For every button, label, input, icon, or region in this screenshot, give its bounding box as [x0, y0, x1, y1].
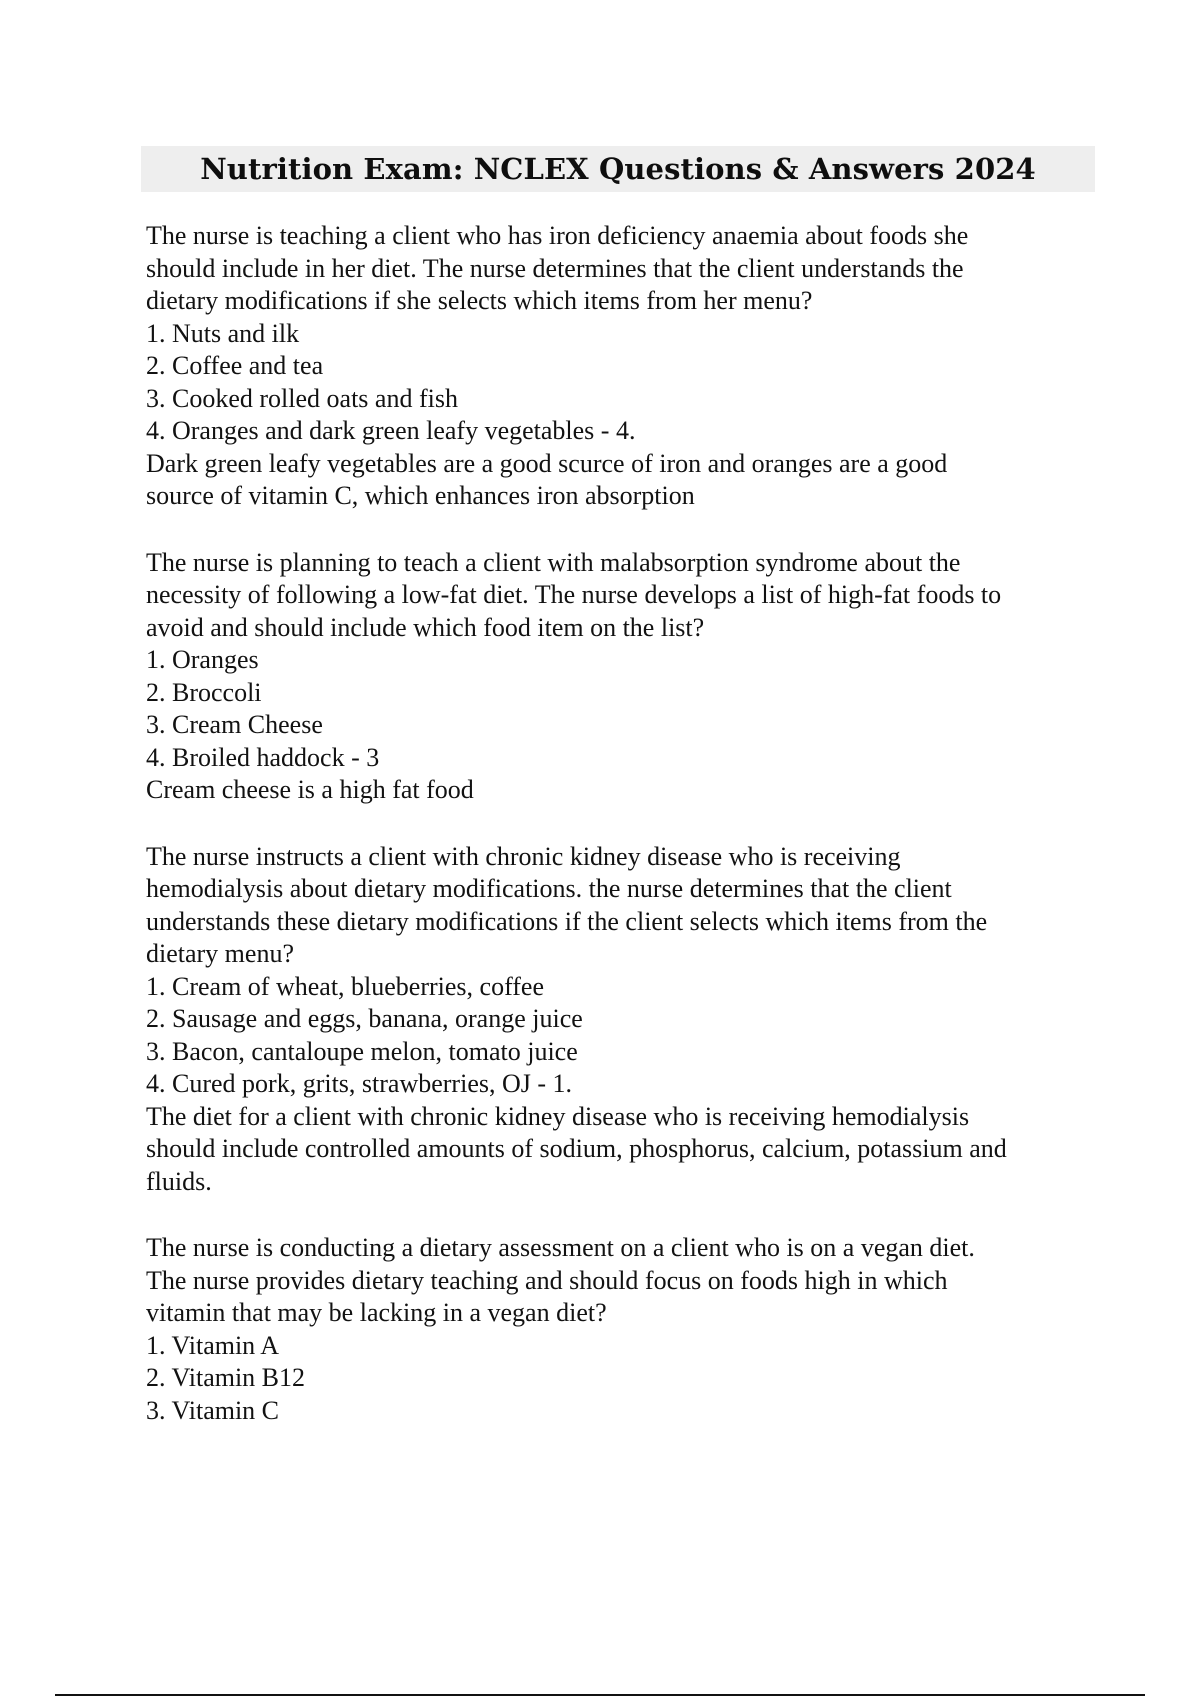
answer-option: 2. Vitamin B12	[146, 1363, 306, 1392]
question-stem-line: The nurse is conducting a dietary assessment on a client who is on a vegan diet.	[146, 1233, 975, 1262]
question-stem-line: necessity of following a low-fat diet. The nurse develops a list of high-fat foods to	[146, 580, 1002, 609]
answer-option: 4. Oranges and dark green leafy vegetables - 4.	[146, 416, 636, 445]
question-stem-line: The nurse instructs a client with chronic kidney disease who is receiving	[146, 841, 901, 871]
rationale-line: The diet for a client with chronic kidney disease who is receiving hemodialysis	[146, 1101, 970, 1131]
rationale-line: fluids.	[146, 1166, 212, 1196]
answer-option: 4. Broiled haddock - 3	[146, 742, 380, 772]
rationale-line: Cream cheese is a high fat food	[146, 775, 474, 804]
question-1	[146, 220, 1086, 513]
question-stem-line: The nurse is planning to teach a client with malabsorption syndrome about the	[146, 547, 961, 577]
question-stem-line: should include in her diet. The nurse determines that the client understands the	[146, 253, 964, 283]
question-stem-line: The nurse is teaching a client who has iron deficiency anaemia about foods she	[146, 221, 969, 250]
answer-option: 1. Cream of wheat, blueberries, coffee	[146, 971, 545, 1001]
question-stem-line: dietary menu?	[146, 939, 294, 968]
answer-option: 2. Coffee and tea	[146, 351, 324, 380]
answer-option: 3. Cooked rolled oats and fish	[146, 383, 458, 413]
answer-option: 2. Broccoli	[146, 677, 262, 707]
question-stem-line: vitamin that may be lacking in a vegan diet?	[146, 1298, 607, 1327]
answer-option: 1. Nuts and ilk	[146, 318, 300, 348]
question-4	[146, 1232, 1086, 1427]
rationale-line: should include controlled amounts of sodium, phosphorus, calcium, potassium and	[146, 1134, 1007, 1163]
rationale-line: Dark green leafy vegetables are a good scurce of iron and oranges are a good	[146, 448, 948, 478]
question-stem-line: understands these dietary modifications if the client selects which items from the	[146, 906, 988, 936]
question-2	[146, 547, 1086, 807]
answer-option: 1. Oranges	[146, 645, 259, 674]
page-title: Nutrition Exam: NCLEX Questions & Answers 2024	[200, 152, 1036, 186]
question-stem-line: hemodialysis about dietary modifications. the nurse determines that the client	[146, 874, 952, 903]
answer-option: 3. Cream Cheese	[146, 710, 323, 739]
rationale-line: source of vitamin C, which enhances iron absorption	[146, 481, 695, 510]
title-band	[141, 146, 1095, 192]
answer-option: 2. Sausage and eggs, banana, orange juice	[146, 1004, 583, 1033]
answer-option: 3. Bacon, cantaloupe melon, tomato juice	[146, 1036, 578, 1066]
question-stem-line: avoid and should include which food item on the list?	[146, 612, 705, 642]
document-body	[146, 220, 1086, 1461]
question-stem-line: dietary modifications if she selects which items from her menu?	[146, 286, 813, 315]
page-bottom-rule	[55, 1694, 1145, 1696]
question-3	[146, 841, 1086, 1199]
answer-option: 1. Vitamin A	[146, 1330, 280, 1360]
answer-option: 4. Cured pork, grits, strawberries, OJ - 1.	[146, 1069, 573, 1098]
question-stem-line: The nurse provides dietary teaching and should focus on foods high in which	[146, 1265, 948, 1295]
answer-option: 3. Vitamin C	[146, 1395, 280, 1425]
